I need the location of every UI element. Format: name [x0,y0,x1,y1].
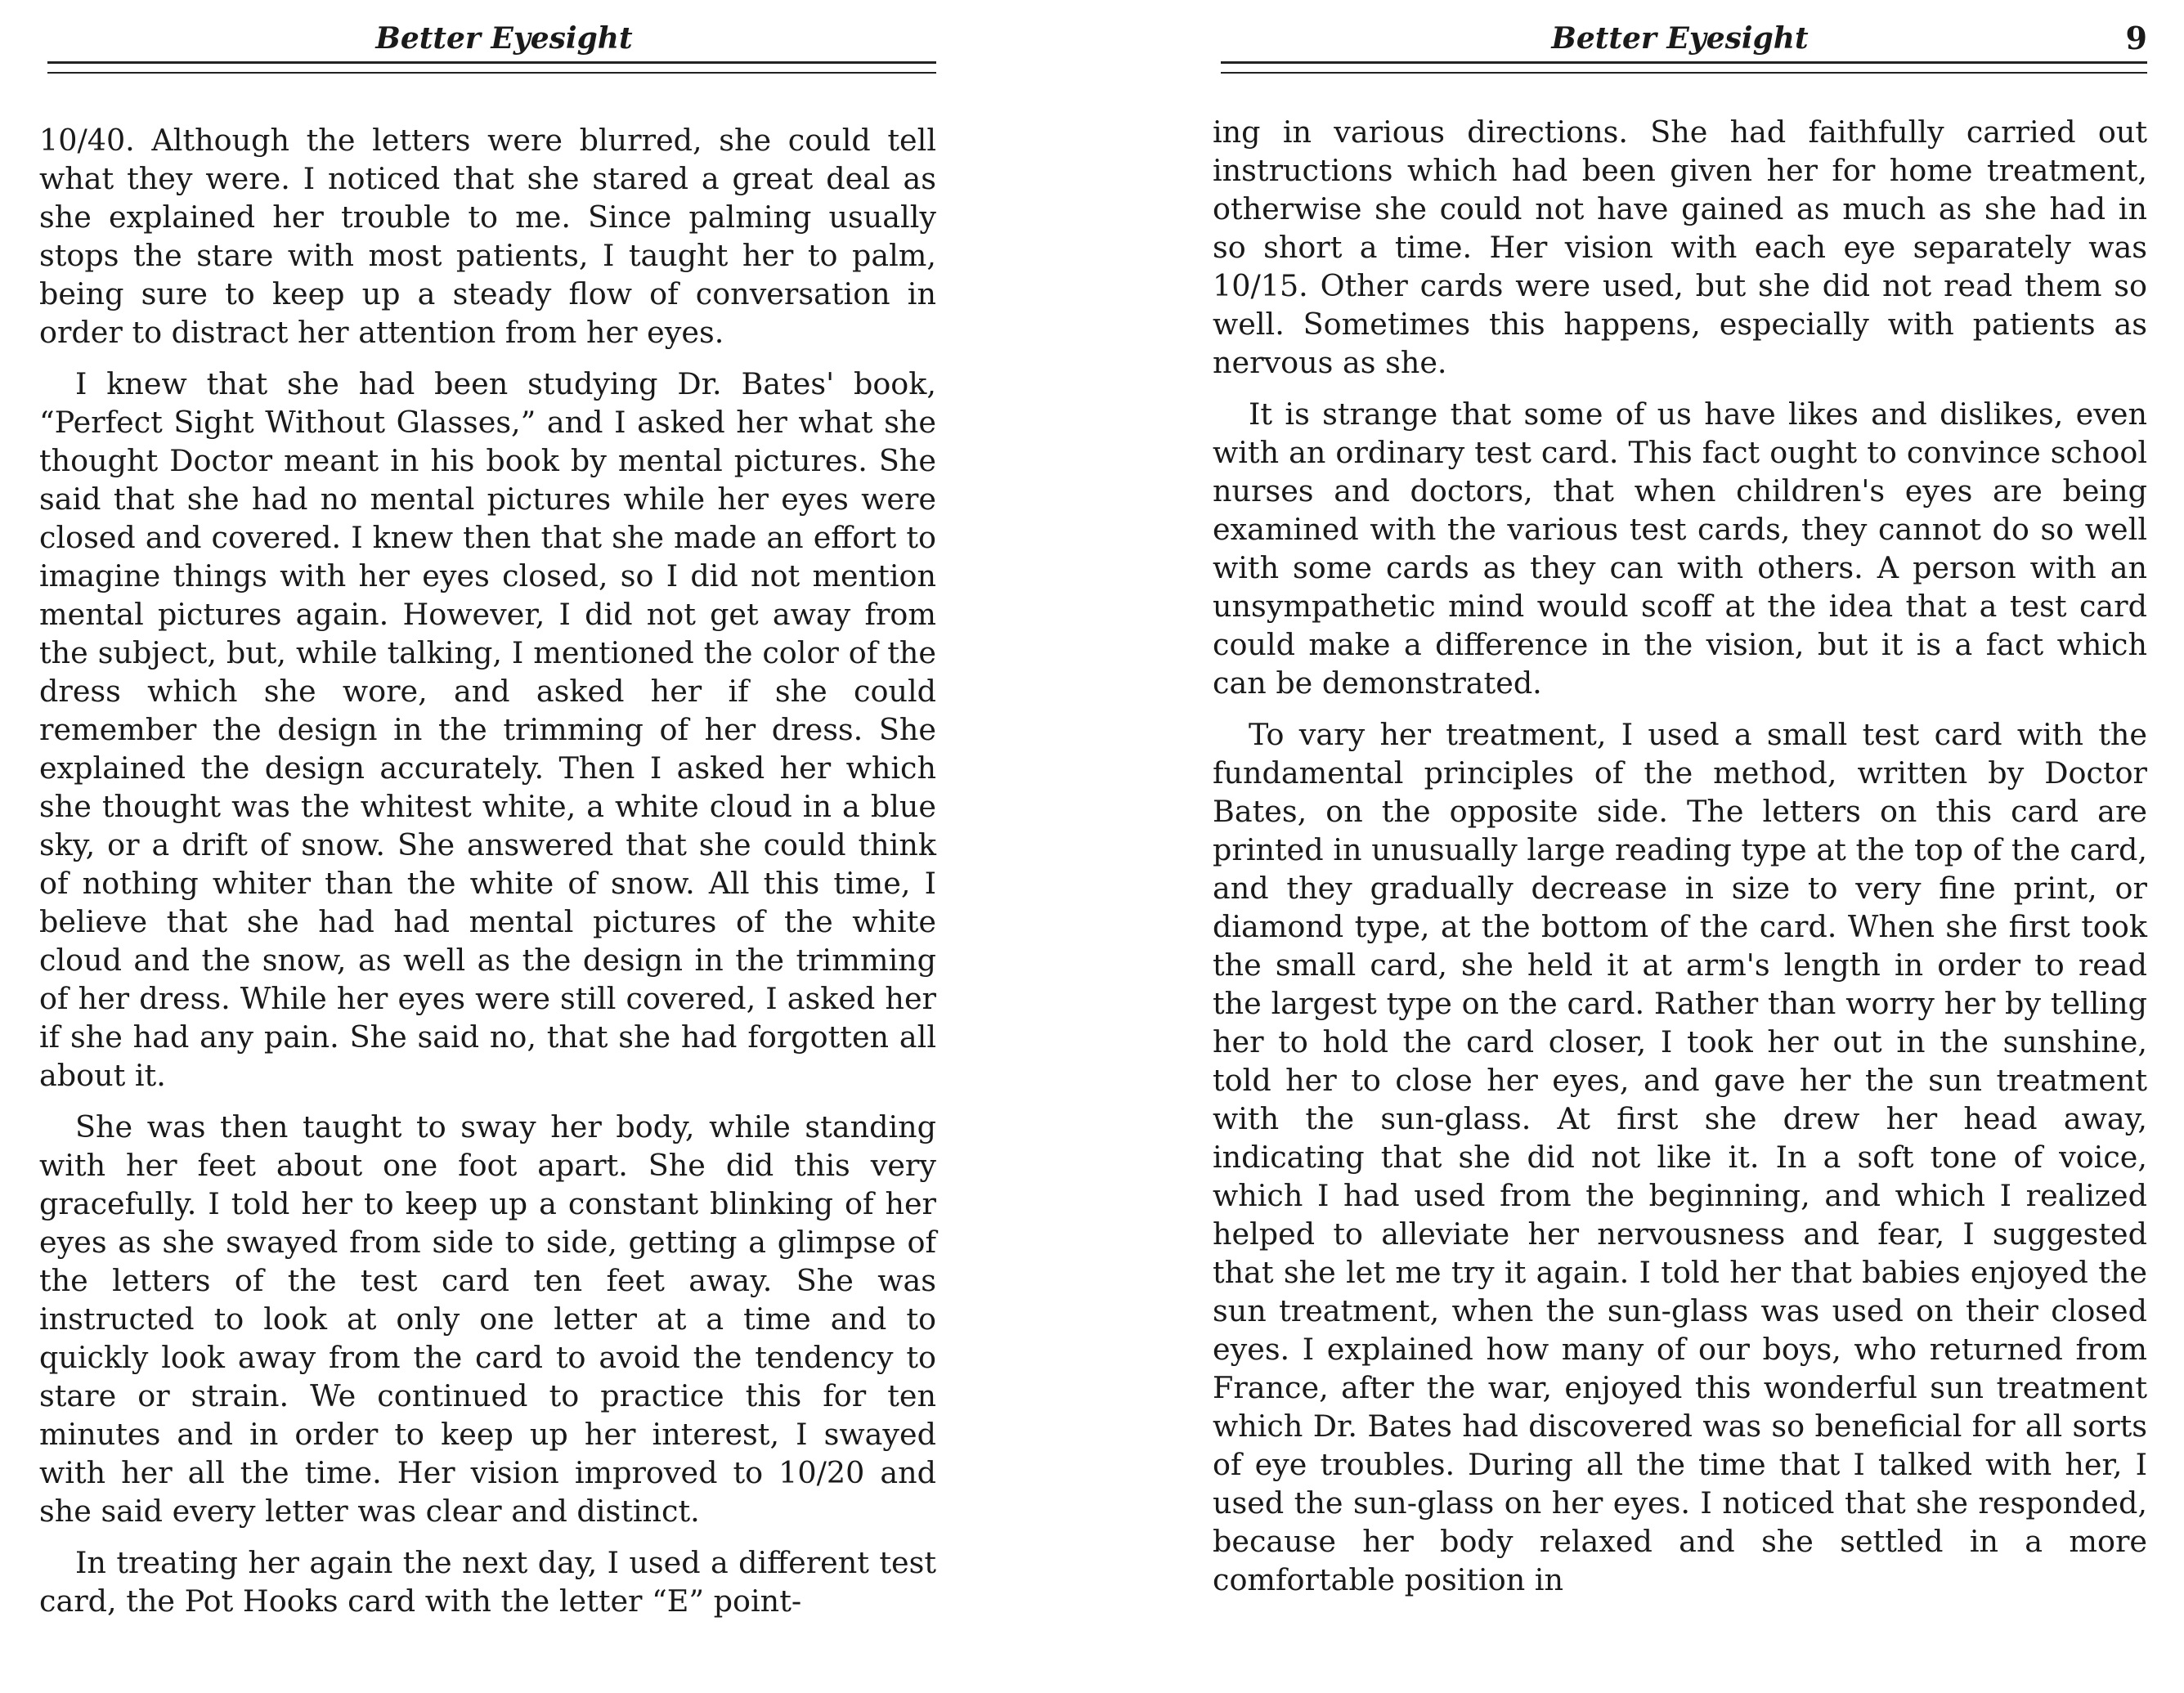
left-page-body [39,121,936,1620]
header-rule [47,61,936,74]
paragraph: To vary her treatment, I used a small test card with the fundamental principles of the method, written by Doctor Bates, on the opposite side. The letters on this card are printed in unusually large reading type at the top of the card, and they gradually decrease in size to very fine print, or diamond type, at the bottom of the card. When she first took the small card, she held it at arm's length in order to read the largest type on the card. Rather than worry her by telling her to hold the card closer, I took her out in the sunshine, told her to close her eyes, and gave her the sun treatment with the sun-glass. At first she drew her head away, indicating that she did not like it. In a soft tone of voice, which I had used from the beginning, and which I realized helped to alleviate her nervousness and fear, I suggested that she let me try it again. I told her that babies enjoyed the sun treatment, when the sun-glass was used on their closed eyes. I explained how many of our boys, who returned from France, after the war, enjoyed this wonderful sun treatment which Dr. Bates had discovered was so beneficial for all sorts of eye troubles. During all the time that I talked with her, I used the sun-glass on her eyes. I noticed that she responded, because her body relaxed and she settled in a more comfortable position in [1213,717,2147,1597]
paragraph: It is strange that some of us have likes and dislikes, even with an ordinary test card. This fact ought to convince school nurses and doctors, that when children's eyes are being examined with the various test cards, they cannot do so well with some cards as they can with others. A person with an unsympathetic mind would scoff at the idea that a test card could make a difference in the vision, but it is a fact which can be demonstrated. [1213,396,2147,701]
right-page-body [1213,113,2147,1599]
right-page-header [1213,15,2147,74]
running-title: Better Eyesight [375,21,633,56]
page-number: 9 [2125,20,2147,56]
left-page-header [39,15,936,74]
right-page [1092,0,2184,1693]
running-title: Better Eyesight [1551,21,1809,56]
paragraph: I knew that she had been studying Dr. Bates' book, “Perfect Sight Without Glasses,” and I asked her what she thought Doctor meant in his book by mental pictures. She said that she had no mental pictures while her eyes were closed and covered. I knew then that she made an effort to imagine things with her eyes closed, so I did not mention mental pictures again. However, I did not get away from the subject, but, while talking, I mentioned the color of the dress which she wore, and asked her if she could remember the design in the trimming of her dress. She explained the design accurately. Then I asked her which she thought was the whitest white, a white cloud in a blue sky, or a drift of snow. She answered that she could think of nothing whiter than the white of snow. All this time, I believe that she had had mental pictures of the white cloud and the snow, as well as the design in the trimming of her dress. While her eyes were still covered, I asked her if she had any pain. She said no, that she had forgotten all about it. [39,366,936,1093]
paragraph: 10/40. Although the letters were blurred, she could tell what they were. I noticed that she stared a great deal as she explained her trouble to me. Since palming usually stops the stare with most patients, I taught her to palm, being sure to keep up a steady flow of conversation in order to distract her attention from her eyes. [39,123,936,350]
paragraph: In treating her again the next day, I used a different test card, the Pot Hooks card with the letter “E” point- [39,1545,936,1619]
paragraph: She was then taught to sway her body, while standing with her feet about one foot apart. She did this very gracefully. I told her to keep up a constant blinking of her eyes as she swayed from side to side, getting a glimpse of the letters of the test card ten feet away. She was instructed to look at only one letter at a time and to quickly look away from the card to avoid the tendency to stare or strain. We continued to practice this for ten minutes and in order to keep up her interest, I swayed with her all the time. Her vision improved to 10/20 and she said every letter was clear and distinct. [39,1109,936,1529]
header-rule [1221,61,2147,74]
paragraph: ing in various directions. She had faithfully carried out instructions which had been given her for home treatment, otherwise she could not have gained as much as she had in so short a time. Her vision with each eye separately was 10/15. Other cards were used, but she did not read them so well. Sometimes this happens, especially with patients as nervous as she. [1213,114,2147,380]
